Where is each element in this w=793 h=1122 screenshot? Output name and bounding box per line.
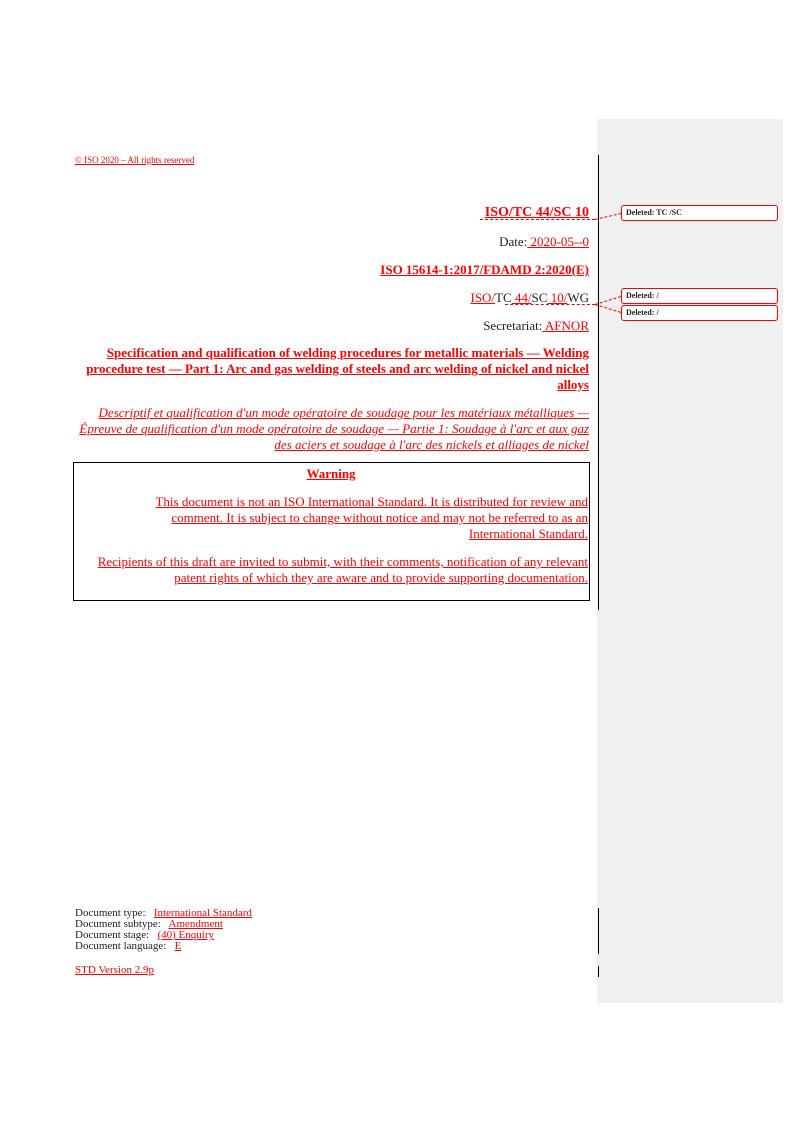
- meta-value: International Standard: [153, 907, 252, 919]
- comment-label: Deleted:: [626, 308, 655, 317]
- date-label: Date:: [499, 234, 528, 249]
- reference: ISO 15614-1:2017/FDAMD 2:2020(E): [380, 262, 589, 277]
- copyright: © ISO 2020 – All rights reserved: [75, 155, 195, 165]
- change-bar: [598, 155, 599, 610]
- meta-value: (40) Enquiry: [157, 929, 214, 941]
- comment-connector: [505, 304, 595, 305]
- warning-box: [73, 462, 590, 601]
- meta-language: [75, 941, 181, 952]
- comment-balloon[interactable]: [621, 288, 778, 304]
- wg-wg: WG: [567, 290, 589, 305]
- wg-iso: ISO/: [470, 290, 496, 305]
- wg-44: 44/: [511, 290, 532, 305]
- title-english: Specification and qualification of welding procedures for metallic materials — Welding procedure test — Part 1: Arc and gas welding of steels and arc welding of nickel and nickel alloys: [86, 345, 589, 392]
- meta-label: Document type:: [75, 907, 146, 919]
- comment-balloon[interactable]: [621, 305, 778, 321]
- secretariat-label: Secretariat:: [483, 318, 543, 333]
- meta-label: Document language:: [75, 940, 167, 952]
- std-version: STD Version 2.9p: [75, 964, 154, 976]
- meta-label: Document subtype:: [75, 918, 161, 930]
- date-line: [499, 234, 589, 250]
- wg-sc: SC: [531, 290, 548, 305]
- title-french: Descriptif et qualification d'un mode opératoire de soudage pour les matériaux métalliques — Épreuve de qualification d'un mode opératoire de soudage — Partie 1: Soudage à l'arc et aux gaz des aciers et soudage à l'arc des nickels et alliages de nickel: [79, 405, 589, 452]
- comment-balloon[interactable]: [621, 205, 778, 221]
- comment-text: /: [654, 308, 659, 317]
- change-bar: [598, 908, 599, 954]
- comment-label: Deleted:: [626, 208, 655, 217]
- meta-value: E: [174, 940, 182, 952]
- change-bar: [598, 966, 599, 977]
- warning-heading: Warning: [306, 466, 356, 481]
- secretariat-line: [483, 318, 589, 334]
- comment-connector: [480, 219, 595, 220]
- wg-tc: TC: [495, 290, 512, 305]
- secretariat-value: AFNOR: [542, 318, 589, 333]
- committee: ISO/TC 44/SC 10: [484, 205, 589, 220]
- date-value: 2020-05--0: [527, 234, 589, 249]
- warning-paragraph-2: Recipients of this draft are invited to submit, with their comments, notification of any relevant patent rights of which they are aware and to provide supporting documentation.: [97, 554, 588, 585]
- comment-text: /: [654, 291, 659, 300]
- comment-text: TC /SC: [654, 208, 682, 217]
- markup-pane: [597, 119, 783, 1003]
- meta-value: Amendment: [168, 918, 223, 930]
- wg-10: 10/: [547, 290, 568, 305]
- warning-paragraph-1: This document is not an ISO International Standard. It is distributed for review and comment. It is subject to change without notice and may not be referred to as an International Standard.: [155, 494, 588, 541]
- comment-label: Deleted:: [626, 291, 655, 300]
- meta-label: Document stage:: [75, 929, 150, 941]
